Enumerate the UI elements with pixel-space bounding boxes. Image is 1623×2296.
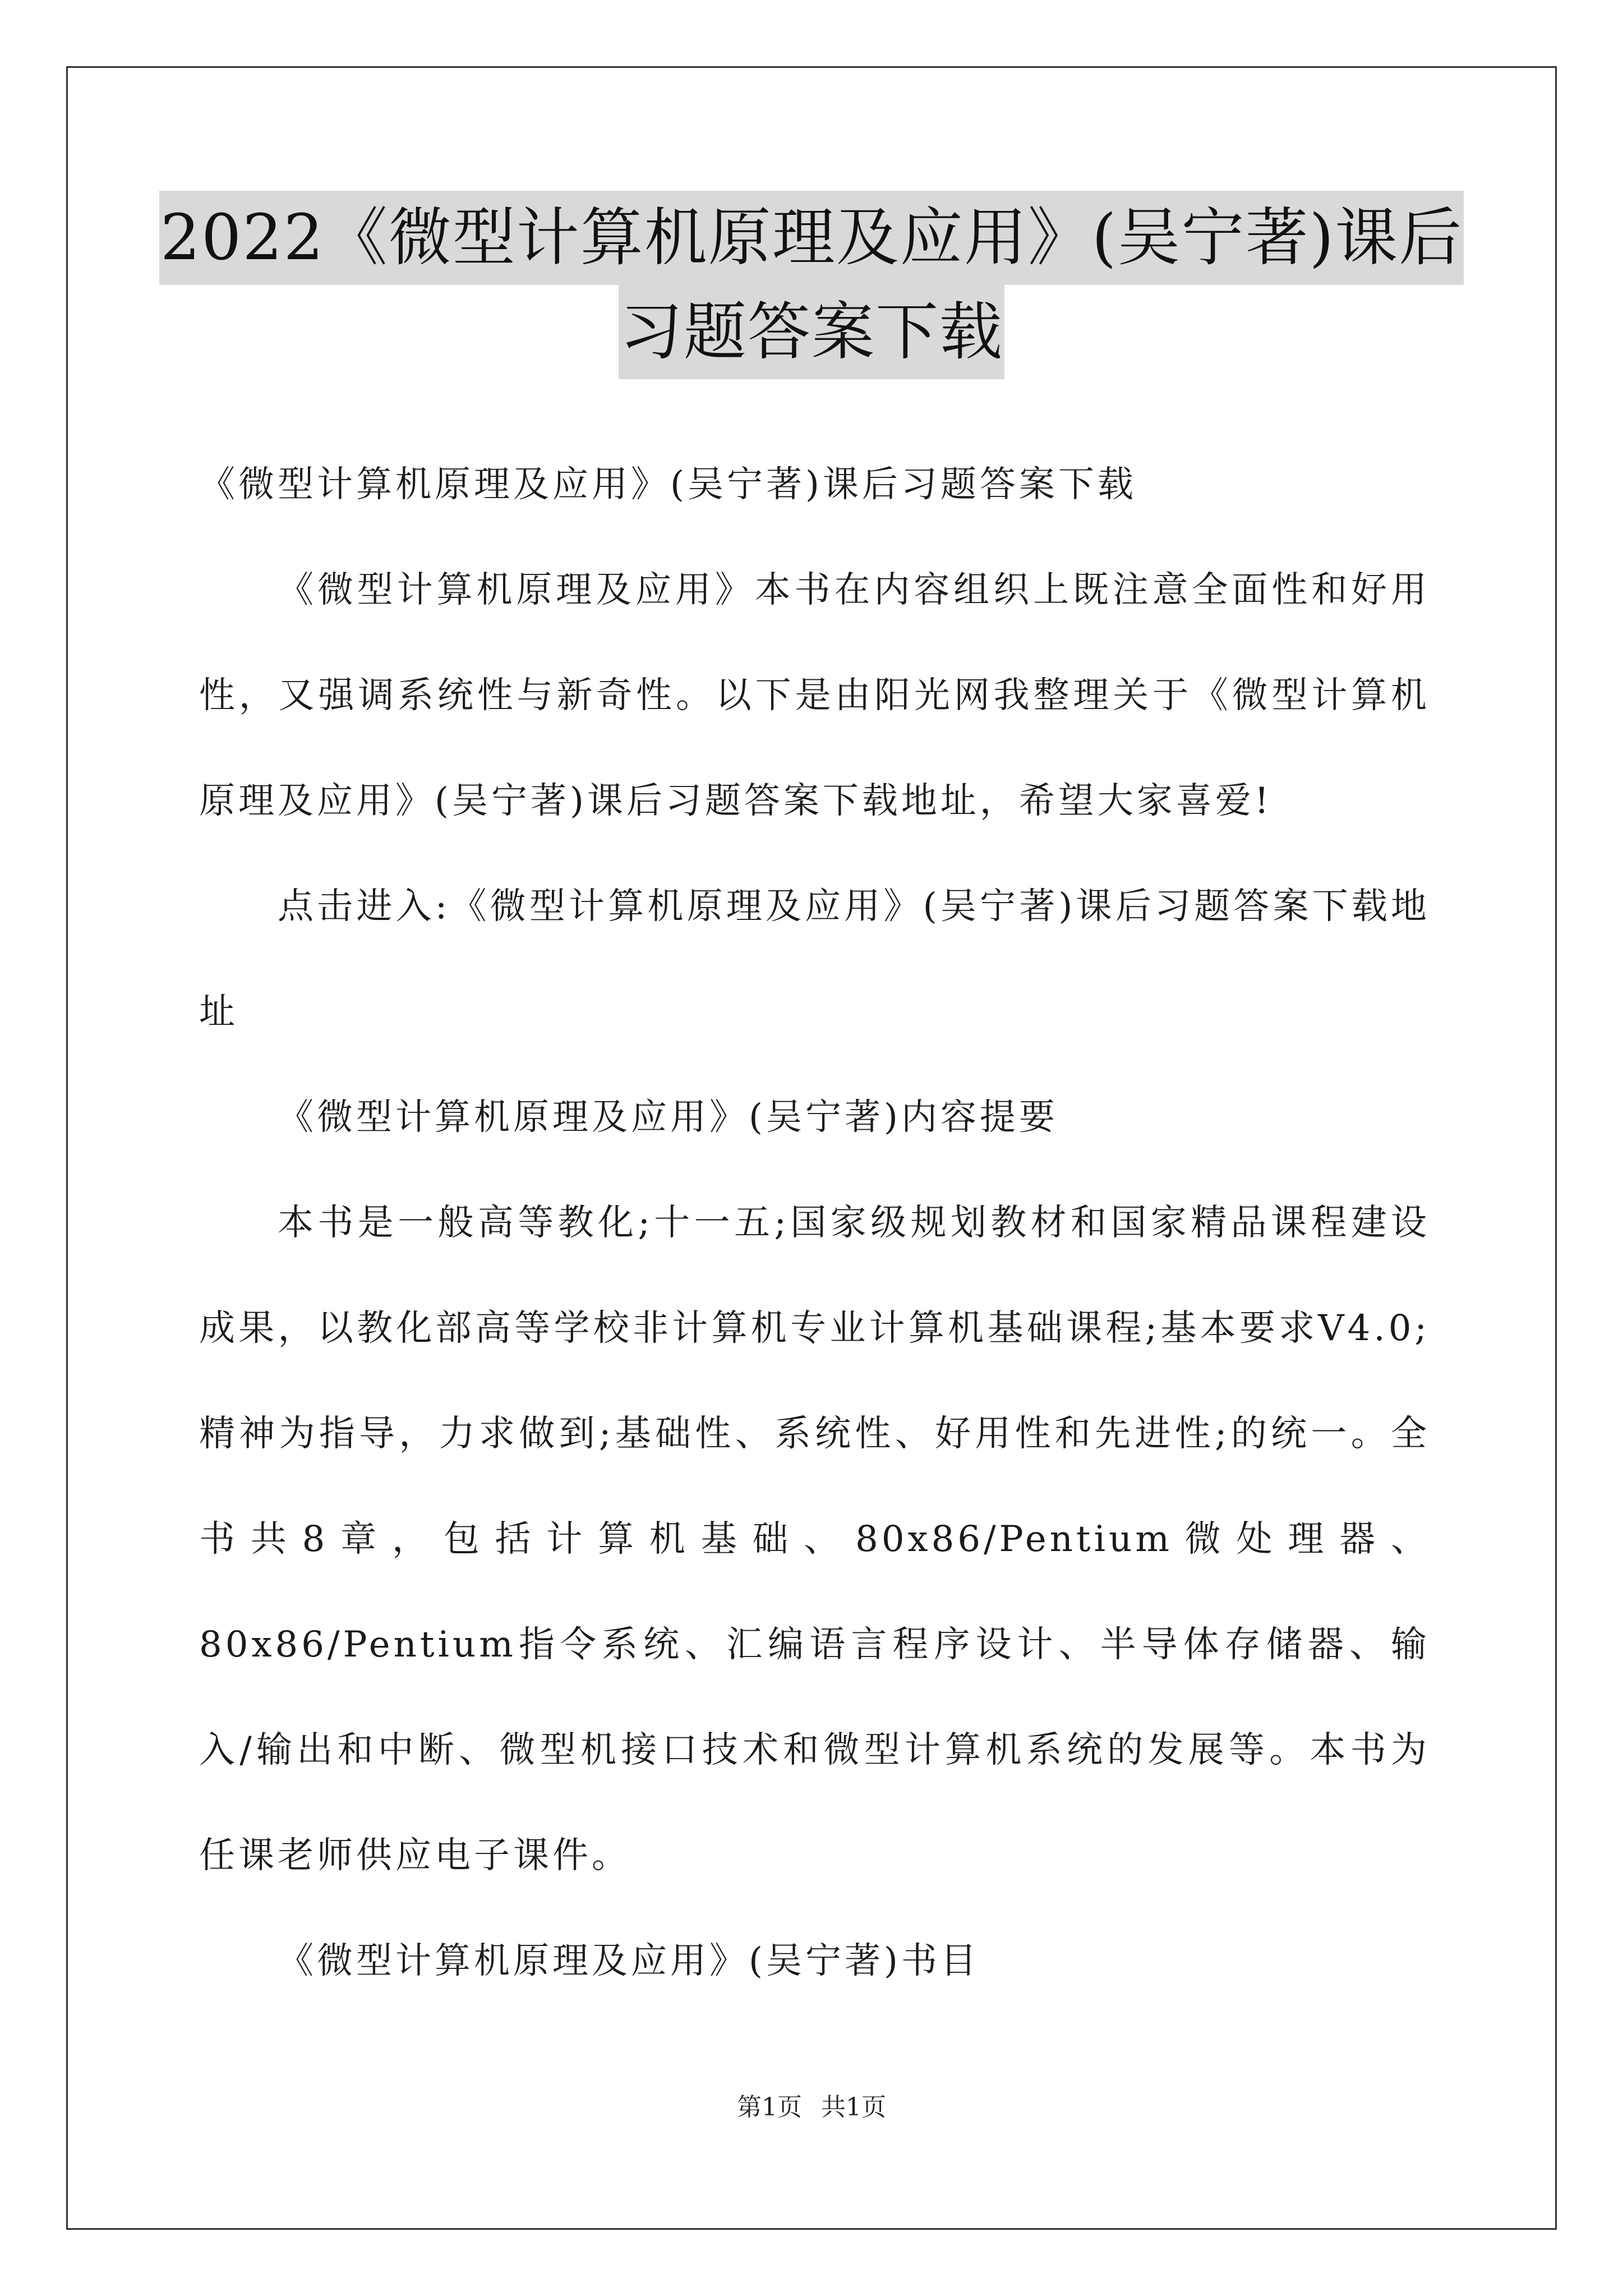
title-line-1: 2022《微型计算机原理及应用》(吴宁著)课后	[159, 191, 1464, 285]
page-footer	[0, 2087, 1623, 2123]
paragraph-download-link: 点击进入:《微型计算机原理及应用》(吴宁著)课后习题答案下载地址	[199, 886, 1430, 1033]
paragraph-contents-heading: 《微型计算机原理及应用》(吴宁著)书目	[278, 1940, 980, 1982]
paragraph-summary: 本书是一般高等教化;十一五;国家级规划教材和国家精品课程建设成果，以教化部高等学校非计算机专业计算机基础课程;基本要求V4.0;精神为指导，力求做到;基础性、系统性、好用性和先进性;的统一。全书共8章，包括计算机基础、80x86/Pentium微处理器、80x86/Pentium指令系统、汇编语言程序设计、半导体存储器、输入/输出和中断、微型机接口技术和微型计算机系统的发展等。本书为任课老师供应电子课件。	[199, 1202, 1430, 1876]
paragraph-summary-heading: 《微型计算机原理及应用》(吴宁著)内容提要	[278, 1097, 1058, 1138]
paragraph-intro: 《微型计算机原理及应用》本书在内容组织上既注意全面性和好用性，又强调系统性与新奇性。以下是由阳光网我整理关于《微型计算机原理及应用》(吴宁著)课后习题答案下载地址，希望大家喜爱!	[199, 569, 1430, 822]
title-line-2: 习题答案下载	[619, 285, 1004, 379]
document-title	[101, 191, 1522, 379]
footer-page-number: 第1页	[737, 2093, 802, 2122]
footer-total-pages: 共1页	[821, 2093, 886, 2122]
paragraph-subtitle: 《微型计算机原理及应用》(吴宁著)课后习题答案下载	[199, 464, 1137, 505]
document-body	[199, 432, 1430, 2014]
